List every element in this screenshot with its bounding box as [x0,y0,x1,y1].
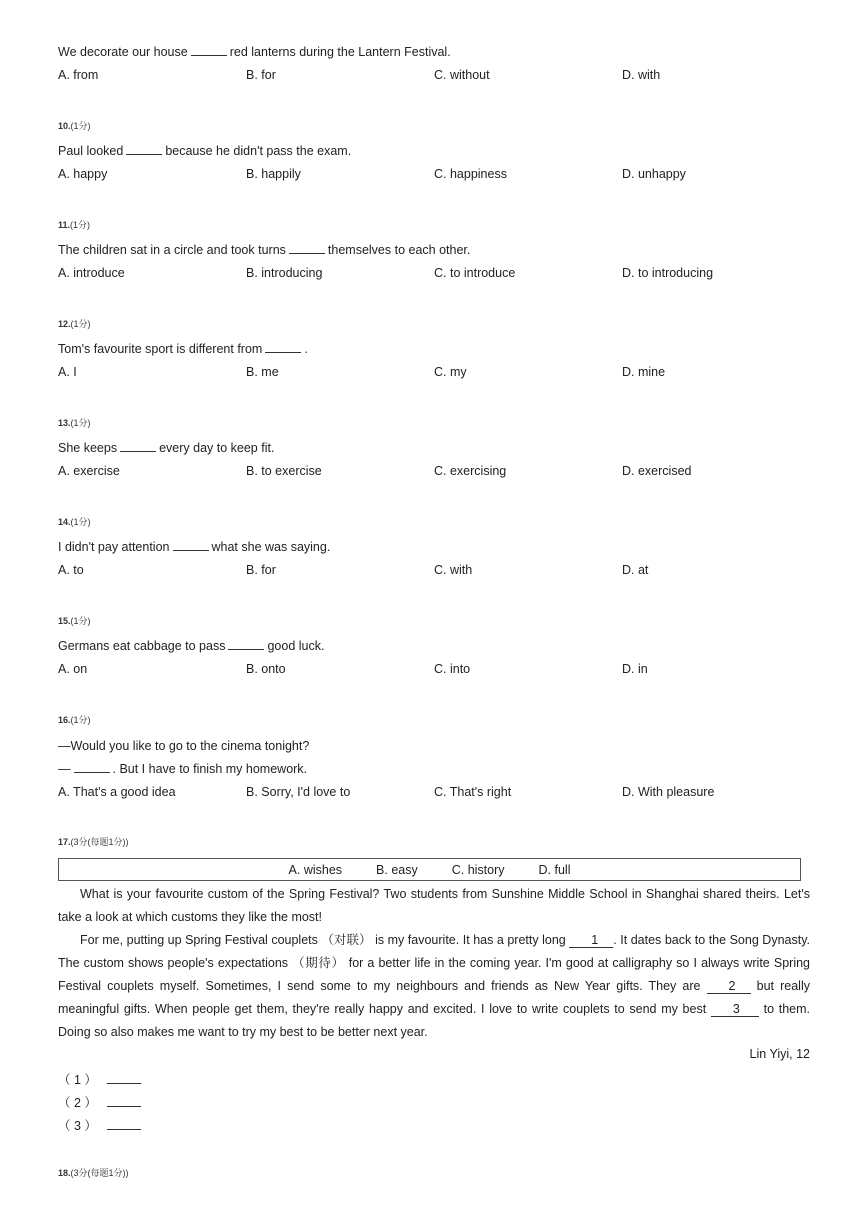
question-12-stem [58,342,308,356]
answer-blank [265,342,301,353]
option-a[interactable]: A. introduce [58,266,125,280]
question-score: (3分(每题1分)) [70,837,129,847]
option-b[interactable]: B. happily [246,167,301,181]
numbered-blank-3: 3 [711,1002,759,1017]
stem-text: She keeps [58,441,118,455]
question-number: 14. [58,517,71,527]
answer-blank[interactable] [107,1073,141,1084]
stem-text: . [304,342,308,356]
option-a[interactable]: A. from [58,68,99,82]
option-c[interactable]: C. without [434,68,490,82]
stem-text: red lanterns during the Lantern Festival. [229,45,451,59]
passage-text: For me, putting up Spring Festival couplets （对联） is my favourite. It has a pretty long [80,933,566,947]
question-number: 11. [58,220,71,230]
stem-text: Paul looked [58,144,124,158]
option-a[interactable]: A. on [58,662,88,676]
option-a[interactable]: A. happy [58,167,108,181]
stem-text: Germans eat cabbage to pass [58,639,226,653]
option-b[interactable]: B. to exercise [246,464,322,478]
option-b[interactable]: B. Sorry, I'd love to [246,785,351,799]
answer-line-3[interactable] [58,1116,141,1134]
question-number: 13. [58,418,71,428]
word-option: B. easy [376,862,418,877]
passage-paragraph-2 [58,929,810,1044]
word-option: C. history [451,862,505,877]
question-16-dialogue-line-1: —Would you like to go to the cinema tonight? [58,739,310,753]
stem-text: — [58,762,71,776]
option-c[interactable]: C. with [434,563,473,577]
answer-blank [191,45,227,56]
stem-text: because he didn't pass the exam. [165,144,352,158]
question-score: (1分) [70,715,91,725]
question-11-stem [58,243,470,257]
stem-text: The children sat in a circle and took turns [58,243,286,257]
option-b[interactable]: B. me [246,365,279,379]
option-c[interactable]: C. exercising [434,464,507,478]
option-d[interactable]: D. With pleasure [622,785,715,799]
question-10-header [58,119,91,132]
option-d[interactable]: D. with [622,68,661,82]
question-16-dialogue-line-2 [58,762,307,776]
answer-line-2[interactable] [58,1093,141,1111]
stem-text: every day to keep fit. [159,441,275,455]
option-c[interactable]: C. happiness [434,167,507,181]
stem-text: I didn't pay attention [58,540,170,554]
option-d[interactable]: D. unhappy [622,167,686,181]
word-option: A. wishes [288,862,343,877]
answer-blank [120,441,156,452]
option-b[interactable]: B. introducing [246,266,323,280]
option-c[interactable]: C. That's right [434,785,512,799]
question-score: (1分) [70,319,91,329]
option-c[interactable]: C. to introduce [434,266,516,280]
option-b[interactable]: B. for [246,68,276,82]
answer-blank [126,144,162,155]
option-d[interactable]: D. exercised [622,464,692,478]
answer-label: （ 2 ） [58,1096,97,1110]
option-d[interactable]: D. to introducing [622,266,714,280]
passage-text: to them. Doing so also makes me want to try my best to be better next year. [58,1002,810,1039]
answer-blank[interactable] [107,1119,141,1130]
answer-blank [228,639,264,650]
question-13-header [58,416,91,429]
stem-text: . But I have to finish my homework. [112,762,308,776]
option-b[interactable]: B. onto [246,662,286,676]
question-17-header [58,835,129,848]
question-number: 18. [58,1168,71,1178]
option-a[interactable]: A. I [58,365,77,379]
stem-text: We decorate our house [58,45,188,59]
option-c[interactable]: C. my [434,365,467,379]
numbered-blank-2: 2 [707,979,751,994]
question-15-stem [58,639,324,653]
question-score: (1分) [70,517,91,527]
question-score: (3分(每题1分)) [70,1168,129,1178]
answer-blank[interactable] [107,1096,141,1107]
option-d[interactable]: D. at [622,563,649,577]
answer-line-1[interactable] [58,1070,141,1088]
question-score: (1分) [70,121,91,131]
stem-text: Tom's favourite sport is different from [58,342,263,356]
question-14-stem [58,540,330,554]
answer-blank [289,243,325,254]
word-option: D. full [538,862,571,877]
option-c[interactable]: C. into [434,662,471,676]
option-a[interactable]: A. to [58,563,84,577]
option-b[interactable]: B. for [246,563,276,577]
question-14-header [58,515,91,528]
question-13-stem [58,441,274,455]
passage-signature: Lin Yiyi, 12 [749,1047,810,1061]
option-a[interactable]: A. exercise [58,464,120,478]
question-number: 17. [58,837,71,847]
question-9-stem [58,45,451,59]
question-12-header [58,317,91,330]
answer-label: （ 3 ） [58,1119,97,1133]
passage-paragraph-1: What is your favourite custom of the Spring Festival? Two students from Sunshine Middle School in Shanghai shared theirs. Let's take a look at which customs they like the most! [58,887,810,924]
question-score: (1分) [70,418,91,428]
option-a[interactable]: A. That's a good idea [58,785,176,799]
question-15-header [58,614,91,627]
question-score: (1分) [70,616,91,626]
numbered-blank-1: 1 [569,933,613,948]
word-bank-box [58,858,801,881]
question-number: 15. [58,616,71,626]
question-number: 16. [58,715,71,725]
question-number: 10. [58,121,71,131]
passage-text: but really meaningful gifts. When people get them, they're really happy and excited. I love to write couplets to send my best [58,979,810,1016]
stem-text: what she was saying. [211,540,331,554]
question-16-header [58,713,91,726]
question-number: 12. [58,319,71,329]
option-d[interactable]: D. mine [622,365,666,379]
answer-blank [74,762,110,773]
passage-text: . It dates back to the Song Dynasty. The custom shows people's expectations （期待） for a better life in the coming year. I'm good at calligraphy so I always write Spring Festival couplets myself. Sometimes, I send some to my neighbours and friends as New Year gifts. They are [58,933,810,993]
stem-text: good luck. [267,639,325,653]
stem-text: themselves to each other. [327,243,471,257]
question-score: (1分) [70,220,91,230]
option-d[interactable]: D. in [622,662,648,676]
answer-label: （ 1 ） [58,1073,97,1087]
answer-blank [173,540,209,551]
question-11-header [58,218,90,231]
question-18-header [58,1166,129,1179]
question-10-stem [58,144,351,158]
